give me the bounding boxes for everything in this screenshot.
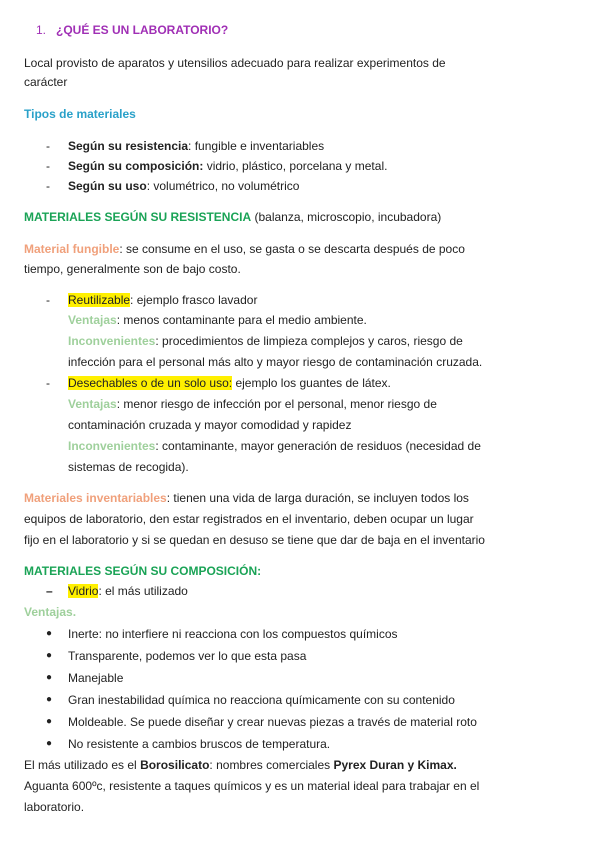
tipos-item-text: vidrio, plástico, porcelana y metal. bbox=[203, 159, 388, 173]
inconvenientes-text: : procedimientos de limpieza complejos y caros, riesgo de bbox=[155, 334, 463, 348]
fungible-text: : se consume en el uso, se gasta o se descarta después de poco bbox=[119, 242, 465, 256]
inventariables-line-1 bbox=[24, 490, 469, 506]
dash-marker: - bbox=[46, 179, 50, 193]
inventariables-text: : tienen una vida de larga duración, se incluyen todos los bbox=[166, 491, 469, 505]
heading-title: ¿QUÉ ES UN LABORATORIO? bbox=[56, 23, 229, 37]
boro-text: El más utilizado es el bbox=[24, 758, 141, 772]
inventariables-line-3: fijo en el laboratorio y si se quedan en desuso se tiene que dar de baja en el inventario bbox=[24, 533, 485, 547]
ventajas-title: Ventajas. bbox=[24, 605, 77, 619]
boro-bold: Borosilicato bbox=[140, 758, 210, 772]
fungible-line-1 bbox=[24, 241, 465, 257]
dash-marker: - bbox=[46, 376, 50, 390]
tipos-item-text: : volumétrico, no volumétrico bbox=[146, 179, 300, 193]
ventajas-text: : menor riesgo de infección por el personal, menor riesgo de bbox=[116, 397, 437, 411]
ventajas-label: Ventajas bbox=[68, 313, 117, 327]
inventariables-label: Materiales inventariables bbox=[24, 491, 167, 505]
tipos-item-bold: Según su resistencia bbox=[68, 139, 189, 153]
ventaja-text: Inerte: no interfiere ni reacciona con los compuestos químicos bbox=[68, 627, 398, 641]
inconvenientes-label: Inconvenientes bbox=[68, 334, 156, 348]
ventaja-text: Gran inestabilidad química no reacciona químicamente con su contenido bbox=[68, 693, 455, 707]
borosilicato-line-2: Aguanta 600ºc, resistente a taques químicos y es un material ideal para trabajar en el bbox=[24, 779, 480, 793]
reutilizable-text: : ejemplo frasco lavador bbox=[130, 293, 258, 307]
desechables-ventajas bbox=[68, 396, 437, 412]
ventajas-text: : menos contaminante para el medio ambiente. bbox=[116, 313, 367, 327]
resistencia-heading bbox=[24, 209, 441, 225]
dash-marker: - bbox=[46, 293, 50, 307]
reutilizable-highlight: Reutilizable bbox=[68, 293, 131, 307]
tipos-title: Tipos de materiales bbox=[24, 107, 136, 121]
dash-marker: – bbox=[46, 584, 53, 598]
borosilicato-line-3: laboratorio. bbox=[24, 800, 85, 814]
heading-number: 1. bbox=[36, 23, 47, 37]
boro-text: : nombres comerciales bbox=[209, 758, 334, 772]
ventaja-text: Transparente, podemos ver lo que esta pasa bbox=[68, 649, 307, 663]
resistencia-examples: (balanza, microscopio, incubadora) bbox=[251, 210, 442, 224]
borosilicato-line-1 bbox=[24, 757, 457, 773]
desechables-text: ejemplo los guantes de látex. bbox=[232, 376, 391, 390]
desechables-highlight: Desechables o de un solo uso: bbox=[68, 376, 233, 390]
tipos-item-bold: Según su uso bbox=[68, 179, 147, 193]
composicion-title: MATERIALES SEGÚN SU COMPOSICIÓN: bbox=[24, 564, 262, 578]
inventariables-line-2: equipos de laboratorio, den estar registrados en el inventario, deben ocupar un lugar bbox=[24, 512, 474, 526]
ventaja-text: No resistente a cambios bruscos de temperatura. bbox=[68, 737, 331, 751]
bullet-marker: ● bbox=[46, 628, 53, 639]
reutilizable-inconvenientes-cont: infección para el personal más alto y mayor riesgo de contaminación cruzada. bbox=[68, 355, 483, 369]
bullet-marker: ● bbox=[46, 716, 53, 727]
vidrio-text: : el más utilizado bbox=[98, 584, 188, 598]
desechables-inconvenientes-cont: sistemas de recogida). bbox=[68, 460, 189, 474]
ventaja-text: Manejable bbox=[68, 671, 124, 685]
reutilizable-inconvenientes bbox=[68, 333, 463, 349]
dash-marker: - bbox=[46, 139, 50, 153]
bullet-marker: ● bbox=[46, 694, 53, 705]
inconvenientes-text: : contaminante, mayor generación de residuos (necesidad de bbox=[155, 439, 481, 453]
resistencia-title: MATERIALES SEGÚN SU RESISTENCIA bbox=[24, 210, 252, 224]
ventajas-label: Ventajas bbox=[68, 397, 117, 411]
tipos-item-bold: Según su composición: bbox=[68, 159, 204, 173]
inconvenientes-label: Inconvenientes bbox=[68, 439, 156, 453]
desechables-ventajas-cont: contaminación cruzada y mayor comodidad y rapidez bbox=[68, 418, 352, 432]
vidrio-highlight: Vidrio bbox=[68, 584, 99, 598]
reutilizable-ventajas bbox=[68, 312, 367, 328]
definition-line-2: carácter bbox=[24, 75, 68, 89]
fungible-line-2: tiempo, generalmente son de bajo costo. bbox=[24, 262, 241, 276]
desechables-inconvenientes bbox=[68, 438, 481, 454]
dash-marker: - bbox=[46, 159, 50, 173]
definition-line-1: Local provisto de aparatos y utensilios adecuado para realizar experimentos de bbox=[24, 56, 446, 70]
bullet-marker: ● bbox=[46, 672, 53, 683]
tipos-item-text: : fungible e inventariables bbox=[188, 139, 325, 153]
boro-brands: Pyrex Duran y Kimax. bbox=[333, 758, 457, 772]
section-heading bbox=[24, 22, 228, 38]
bullet-marker: ● bbox=[46, 650, 53, 661]
fungible-label: Material fungible bbox=[24, 242, 120, 256]
ventaja-text: Moldeable. Se puede diseñar y crear nuevas piezas a través de material roto bbox=[68, 715, 477, 729]
bullet-marker: ● bbox=[46, 738, 53, 749]
